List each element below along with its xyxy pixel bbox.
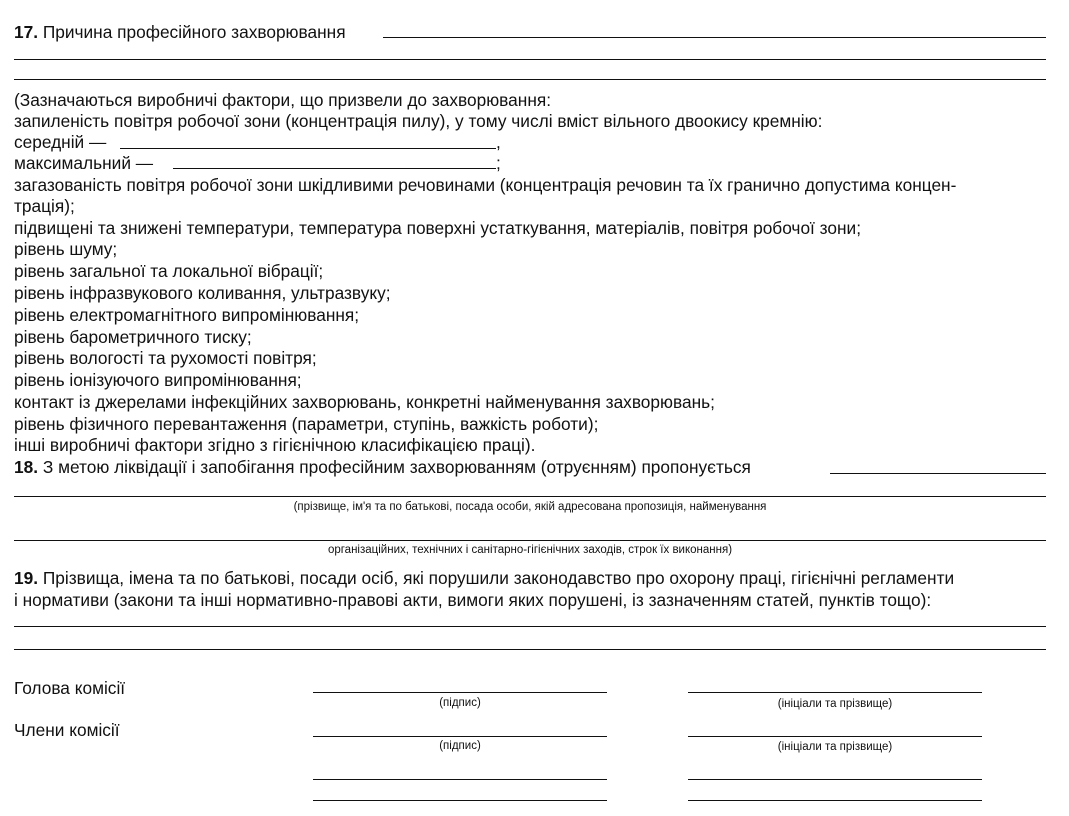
max-semicolon: ; [496, 153, 501, 173]
factor-physical: рівень фізичного перевантаження (параметри, ступінь, важкість роботи); [14, 414, 599, 434]
factor-gas-cont: трація); [14, 196, 75, 216]
factor-infection: контакт із джерелами інфекційних захворювань, конкретні найменування захворювань; [14, 392, 715, 412]
proposal-line[interactable] [14, 540, 1046, 541]
factor-ionizing: рівень іонізуючого випромінювання; [14, 370, 302, 390]
section-17-title [14, 22, 346, 43]
member-name-field[interactable] [688, 779, 982, 780]
member-name-field[interactable] [688, 800, 982, 801]
factor-intro: (Зазначаються виробничі фактори, що призвели до захворювання: [14, 90, 552, 110]
section-18-number: 18. [14, 457, 39, 477]
cause-line[interactable] [14, 59, 1046, 60]
section-19-title [14, 568, 954, 589]
cause-line[interactable] [383, 37, 1046, 38]
factor-pressure: рівень барометричного тиску; [14, 327, 252, 347]
cause-line[interactable] [14, 79, 1046, 80]
proposal-line[interactable] [830, 473, 1046, 474]
factor-temperature: підвищені та знижені температури, температура поверхні устаткування, матеріалів, повітря робочої зони; [14, 218, 861, 238]
proposal-hint-2: організаційних, технічних і санітарно-гігієнічних заходів, строк їх виконання) [327, 544, 733, 556]
factor-other: інші виробничі фактори згідно з гігієнічною класифікацією праці). [14, 435, 536, 455]
commission-head-label: Голова комісії [14, 678, 126, 698]
factor-gas: загазованість повітря робочої зони шкідливими речовинами (концентрація речовин та їх гранично допустима концен- [14, 175, 957, 195]
proposal-line[interactable] [14, 496, 1046, 497]
factor-average: середній — [14, 132, 107, 152]
factor-dust: запиленість повітря робочої зони (концентрація пилу), у тому числі вміст вільного двоокису кремнію: [14, 111, 823, 131]
section-17-label: Причина професійного захворювання [42, 22, 346, 42]
member-signature-field[interactable] [313, 800, 607, 801]
max-value-field[interactable] [173, 168, 496, 169]
average-comma: , [496, 132, 501, 152]
factor-em-radiation: рівень електромагнітного випромінювання; [14, 305, 360, 325]
factor-vibration: рівень загальної та локальної вібрації; [14, 261, 324, 281]
violators-line[interactable] [14, 649, 1046, 650]
member-signature-hint: (підпис) [439, 740, 481, 752]
factor-infrasound: рівень інфразвукового коливання, ультразвуку; [14, 283, 391, 303]
section-19-number: 19. [14, 568, 39, 588]
factor-noise: рівень шуму; [14, 239, 118, 259]
section-18-title [14, 457, 751, 478]
member-signature-field[interactable] [313, 779, 607, 780]
average-value-field[interactable] [120, 148, 496, 149]
commission-members-label: Члени комісії [14, 720, 120, 740]
section-17-number: 17. [14, 22, 39, 42]
section-19-line-2: і нормативи (закони та інші нормативно-правові акти, вимоги яких порушені, із зазначенням статей, пунктів тощо): [14, 590, 932, 610]
factor-humidity: рівень вологості та рухомості повітря; [14, 348, 317, 368]
head-signature-hint: (підпис) [439, 697, 481, 709]
head-name-hint: (ініціали та прізвище) [777, 698, 893, 710]
proposal-hint-1: (прізвище, ім'я та по батькові, посада особи, якій адресована пропозиція, найменування [293, 501, 767, 513]
head-signature-field[interactable] [313, 692, 607, 693]
violators-line[interactable] [14, 626, 1046, 627]
head-name-field[interactable] [688, 692, 982, 693]
section-19-line-1: Прізвища, імена та по батькові, посади осіб, які порушили законодавство про охорону праці, гігієнічні регламенти [42, 568, 955, 588]
section-18-label: З метою ліквідації і запобігання професійним захворюванням (отруєнням) пропонується [42, 457, 751, 477]
factor-max: максимальний — [14, 153, 154, 173]
member-signature-field[interactable] [313, 736, 607, 737]
member-name-field[interactable] [688, 736, 982, 737]
member-name-hint: (ініціали та прізвище) [777, 741, 893, 753]
